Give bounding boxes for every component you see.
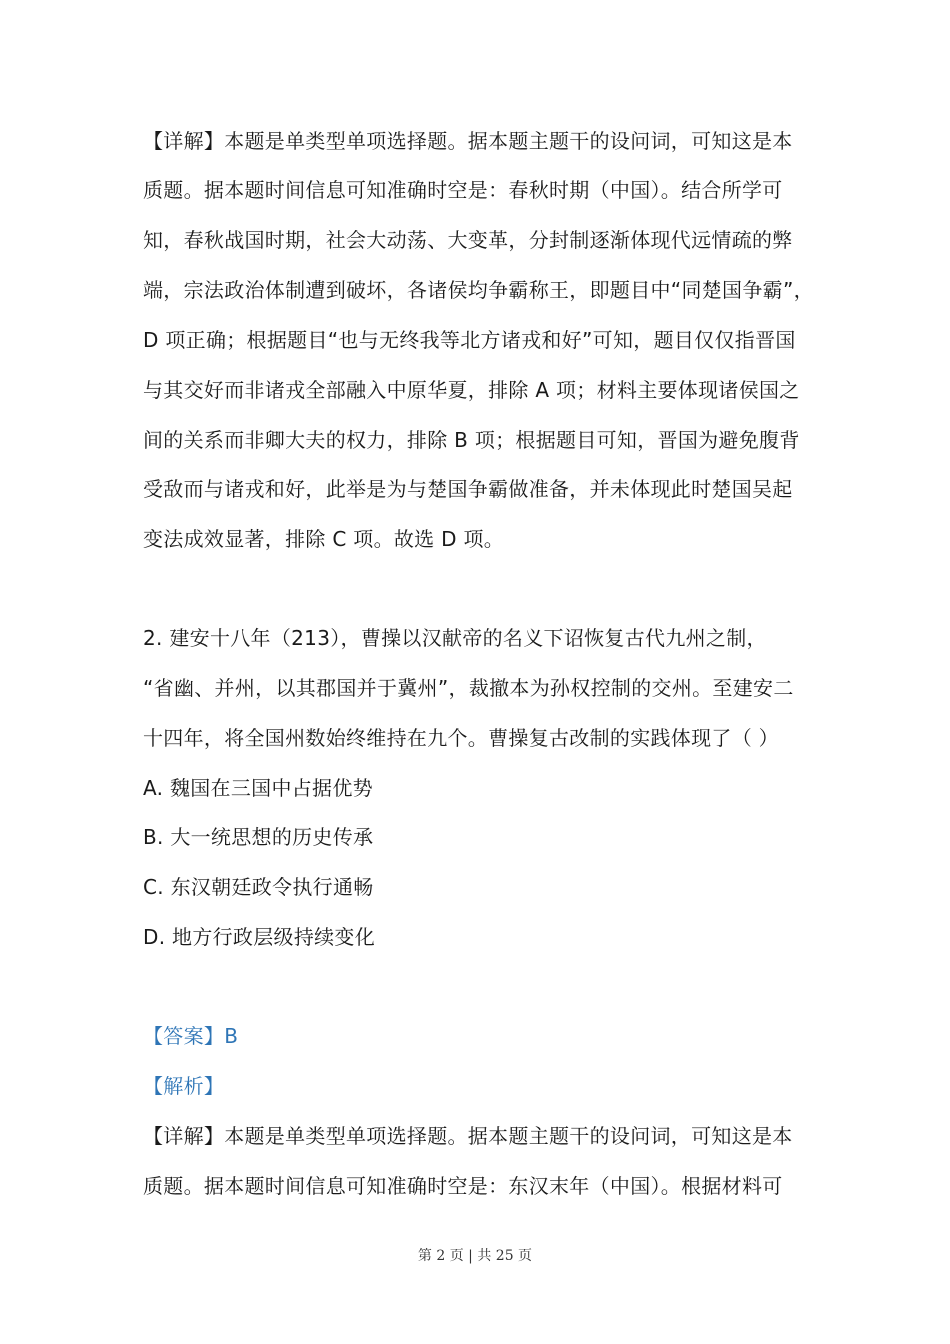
- text-line: 质题。据本题时间信息可知准确时空是：春秋时期（中国）。结合所学可: [143, 178, 783, 202]
- page-footer: 第 2 页 | 共 25 页: [417, 1248, 533, 1264]
- option-d: D. 地方行政层级持续变化: [143, 925, 376, 949]
- text-line: 质题。据本题时间信息可知准确时空是：东汉末年（中国）。根据材料可: [143, 1174, 783, 1198]
- question-stem-line: 十四年，将全国州数始终维持在九个。曹操复古改制的实践体现了（ ）: [143, 726, 779, 750]
- text-line: 变法成效显著，排除 C 项。故选 D 项。: [143, 527, 505, 551]
- option-b: B. 大一统思想的历史传承: [143, 825, 374, 849]
- text-line: 端，宗法政治体制遭到破坏，各诸侯均争霸称王，即题目中“同楚国争霸”，: [143, 278, 814, 302]
- option-c: C. 东汉朝廷政令执行通畅: [143, 875, 374, 899]
- analysis-label: 【解析】: [143, 1074, 225, 1098]
- text-line: D 项正确；根据题目“也与无终我等北方诸戎和好”可知，题目仅仅指晋国: [143, 328, 796, 352]
- text-line: 【详解】本题是单类型单项选择题。据本题主题干的设问词，可知这是本: [143, 129, 793, 153]
- text-line: 【详解】本题是单类型单项选择题。据本题主题干的设问词，可知这是本: [143, 1124, 793, 1148]
- option-a: A. 魏国在三国中占据优势: [143, 776, 373, 800]
- text-line: 与其交好而非诸戎全部融入中原华夏，排除 A 项；材料主要体现诸侯国之: [143, 378, 800, 402]
- answer-label: 【答案】B: [143, 1024, 239, 1048]
- question-stem-line: 2. 建安十八年（213），曹操以汉献帝的名义下诏恢复古代九州之制，: [143, 626, 767, 650]
- text-line: 受敌而与诸戎和好，此举是为与楚国争霸做准备，并未体现此时楚国吴起: [143, 477, 793, 501]
- text-line: 知，春秋战国时期，社会大动荡、大变革，分封制逐渐体现代远情疏的弊: [143, 228, 793, 252]
- text-line: 间的关系而非卿大夫的权力，排除 B 项；根据题目可知，晋国为避免腹背: [143, 428, 800, 452]
- question-stem-line: “省幽、并州，以其郡国并于冀州”，裁撤本为孙权控制的交州。至建安二: [143, 676, 794, 700]
